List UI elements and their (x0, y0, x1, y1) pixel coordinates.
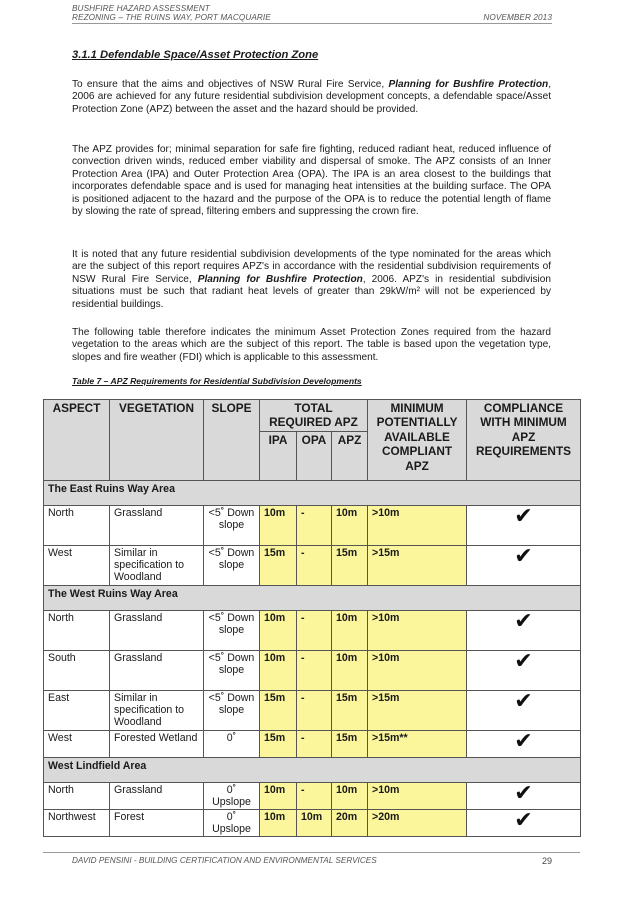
cell-slope: <5˚ Down slope (204, 505, 260, 545)
col-compliance: COMPLIANCE WITH MINIMUM APZ REQUIREMENTS (467, 400, 581, 481)
table-row (44, 690, 581, 730)
cell-compliance (467, 610, 581, 650)
cell-opa: - (297, 545, 332, 585)
header-date: NOVEMBER 2013 (483, 13, 552, 22)
cell-apz: 20m (332, 809, 368, 836)
cell-apz: 15m (332, 730, 368, 757)
cell-apz: 15m (332, 690, 368, 730)
col-aspect: ASPECT (44, 400, 110, 481)
section-title: 3.1.1 Defendable Space/Asset Protection Zone (72, 49, 319, 61)
checkmark-icon: ✔ (514, 543, 533, 569)
cell-apz: 10m (332, 505, 368, 545)
header-project: REZONING – THE RUINS WAY, PORT MACQUARIE (72, 13, 271, 22)
cell-compliance (467, 545, 581, 585)
cell-vegetation: Similar in specification to Woodland (110, 690, 204, 730)
cell-apz: 10m (332, 610, 368, 650)
cell-minimum: >15m (368, 690, 467, 730)
table-row (44, 505, 581, 545)
cell-slope: 0˚ (204, 730, 260, 757)
table-row (44, 650, 581, 690)
col-ipa: IPA (260, 431, 297, 480)
emphasis-pbp: Planning for Bushfire Protection (197, 273, 363, 285)
cell-opa: - (297, 730, 332, 757)
cell-slope: 0˚ Upslope (204, 782, 260, 809)
cell-minimum: >10m (368, 782, 467, 809)
group-header: The East Ruins Way Area (44, 480, 581, 505)
cell-aspect: North (44, 505, 110, 545)
cell-compliance (467, 690, 581, 730)
checkmark-icon: ✔ (514, 728, 533, 754)
table-row (44, 545, 581, 585)
table-row (44, 610, 581, 650)
checkmark-icon: ✔ (514, 688, 533, 714)
footer (72, 856, 552, 866)
cell-minimum: >15m** (368, 730, 467, 757)
paragraph-2: The APZ provides for; minimal separation for safe fire fighting, reduced radiant heat, reduced influence of convection driven winds, reduced ember viability and dispersal of smoke. The APZ consists of an Inner Protection Area (IPA) and Outer Protection Area (OPA). The IPA is an area closest to the buildings that incorporates defendable space and is used for managing heat intensities at the building surface. The OPA is positioned adjacent to the hazard and the purpose of the OPA is to reduce the potential length of flame by slowing the rate of spread, filtering embers and suppressing the crown fire. (72, 144, 551, 218)
checkmark-icon: ✔ (514, 503, 533, 529)
cell-aspect: Northwest (44, 809, 110, 836)
table-row (44, 782, 581, 809)
cell-vegetation: Grassland (110, 650, 204, 690)
cell-ipa: 10m (260, 650, 297, 690)
col-slope: SLOPE (204, 400, 260, 481)
table-caption: Table 7 – APZ Requirements for Residential Subdivision Developments (72, 376, 362, 386)
group-header: West Lindfield Area (44, 757, 581, 782)
checkmark-icon: ✔ (514, 807, 533, 833)
cell-opa: - (297, 610, 332, 650)
cell-vegetation: Forest (110, 809, 204, 836)
apz-table (43, 399, 581, 837)
page-number: 29 (541, 856, 552, 866)
paragraph-4: The following table therefore indicates the minimum Asset Protection Zones required from the hazard vegetation to the areas which are the subject of this report. The table is based upon the vegetation type, slopes and fire weather (FDI) which is applicable to this assessment. (72, 327, 551, 363)
cell-minimum: >15m (368, 545, 467, 585)
header-title: BUSHFIRE HAZARD ASSESSMENT (72, 4, 210, 13)
checkmark-icon: ✔ (514, 608, 533, 634)
cell-opa: - (297, 690, 332, 730)
cell-ipa: 10m (260, 782, 297, 809)
checkmark-icon: ✔ (514, 648, 533, 674)
cell-slope: <5˚ Down slope (204, 690, 260, 730)
header-subtitle-row (72, 13, 552, 22)
cell-aspect: West (44, 730, 110, 757)
cell-aspect: East (44, 690, 110, 730)
col-minimum: MINIMUM POTENTIALLY AVAILABLE COMPLIANT APZ (368, 400, 467, 481)
cell-opa: - (297, 650, 332, 690)
cell-aspect: North (44, 782, 110, 809)
cell-apz: 10m (332, 782, 368, 809)
cell-compliance (467, 782, 581, 809)
cell-minimum: >10m (368, 650, 467, 690)
cell-vegetation: Grassland (110, 782, 204, 809)
cell-opa: - (297, 782, 332, 809)
cell-compliance (467, 505, 581, 545)
footer-org: DAVID PENSINI - BUILDING CERTIFICATION AND ENVIRONMENTAL SERVICES (72, 856, 377, 865)
cell-compliance (467, 650, 581, 690)
cell-slope: <5˚ Down slope (204, 610, 260, 650)
cell-slope: 0˚ Upslope (204, 809, 260, 836)
col-opa: OPA (297, 431, 332, 480)
cell-vegetation: Similar in specification to Woodland (110, 545, 204, 585)
checkmark-icon: ✔ (514, 780, 533, 806)
paragraph-1: To ensure that the aims and objectives of NSW Rural Fire Service, Planning for Bushfire Protection, 2006 are achieved for any future residential subdivision development concepts, a defendable space/Asset Protection Zone (APZ) between the asset and the hazard should be provided. (72, 79, 552, 115)
cell-vegetation: Grassland (110, 505, 204, 545)
cell-ipa: 15m (260, 690, 297, 730)
cell-opa: 10m (297, 809, 332, 836)
header-divider (72, 23, 552, 24)
group-header: The West Ruins Way Area (44, 585, 581, 610)
table-row (44, 730, 581, 757)
cell-compliance (467, 730, 581, 757)
emphasis-pbp: Planning for Bushfire Protection (388, 79, 549, 90)
cell-slope: <5˚ Down slope (204, 650, 260, 690)
col-total-apz: TOTAL REQUIRED APZ (260, 400, 368, 432)
cell-ipa: 15m (260, 730, 297, 757)
col-apz: APZ (332, 431, 368, 480)
cell-ipa: 10m (260, 505, 297, 545)
cell-minimum: >10m (368, 505, 467, 545)
cell-ipa: 10m (260, 809, 297, 836)
cell-slope: <5˚ Down slope (204, 545, 260, 585)
cell-ipa: 15m (260, 545, 297, 585)
col-vegetation: VEGETATION (110, 400, 204, 481)
cell-compliance (467, 809, 581, 836)
cell-opa: - (297, 505, 332, 545)
cell-aspect: West (44, 545, 110, 585)
table-row (44, 809, 581, 836)
cell-apz: 15m (332, 545, 368, 585)
cell-aspect: South (44, 650, 110, 690)
cell-vegetation: Grassland (110, 610, 204, 650)
cell-apz: 10m (332, 650, 368, 690)
cell-vegetation: Forested Wetland (110, 730, 204, 757)
cell-minimum: >10m (368, 610, 467, 650)
paragraph-3: It is noted that any future residential subdivision developments of the type nominated for the areas which are the subject of this report requires APZ's in accordance with the residential subdivision requirements of NSW Rural Fire Service, Planning for Bushfire Protection, 2006. APZ's in residential subdivision situations must be such that radiant heat levels of greater than 29kW/m² will not be experienced by residential buildings. (72, 249, 552, 310)
cell-minimum: >20m (368, 809, 467, 836)
footer-divider (43, 852, 580, 853)
cell-ipa: 10m (260, 610, 297, 650)
cell-aspect: North (44, 610, 110, 650)
